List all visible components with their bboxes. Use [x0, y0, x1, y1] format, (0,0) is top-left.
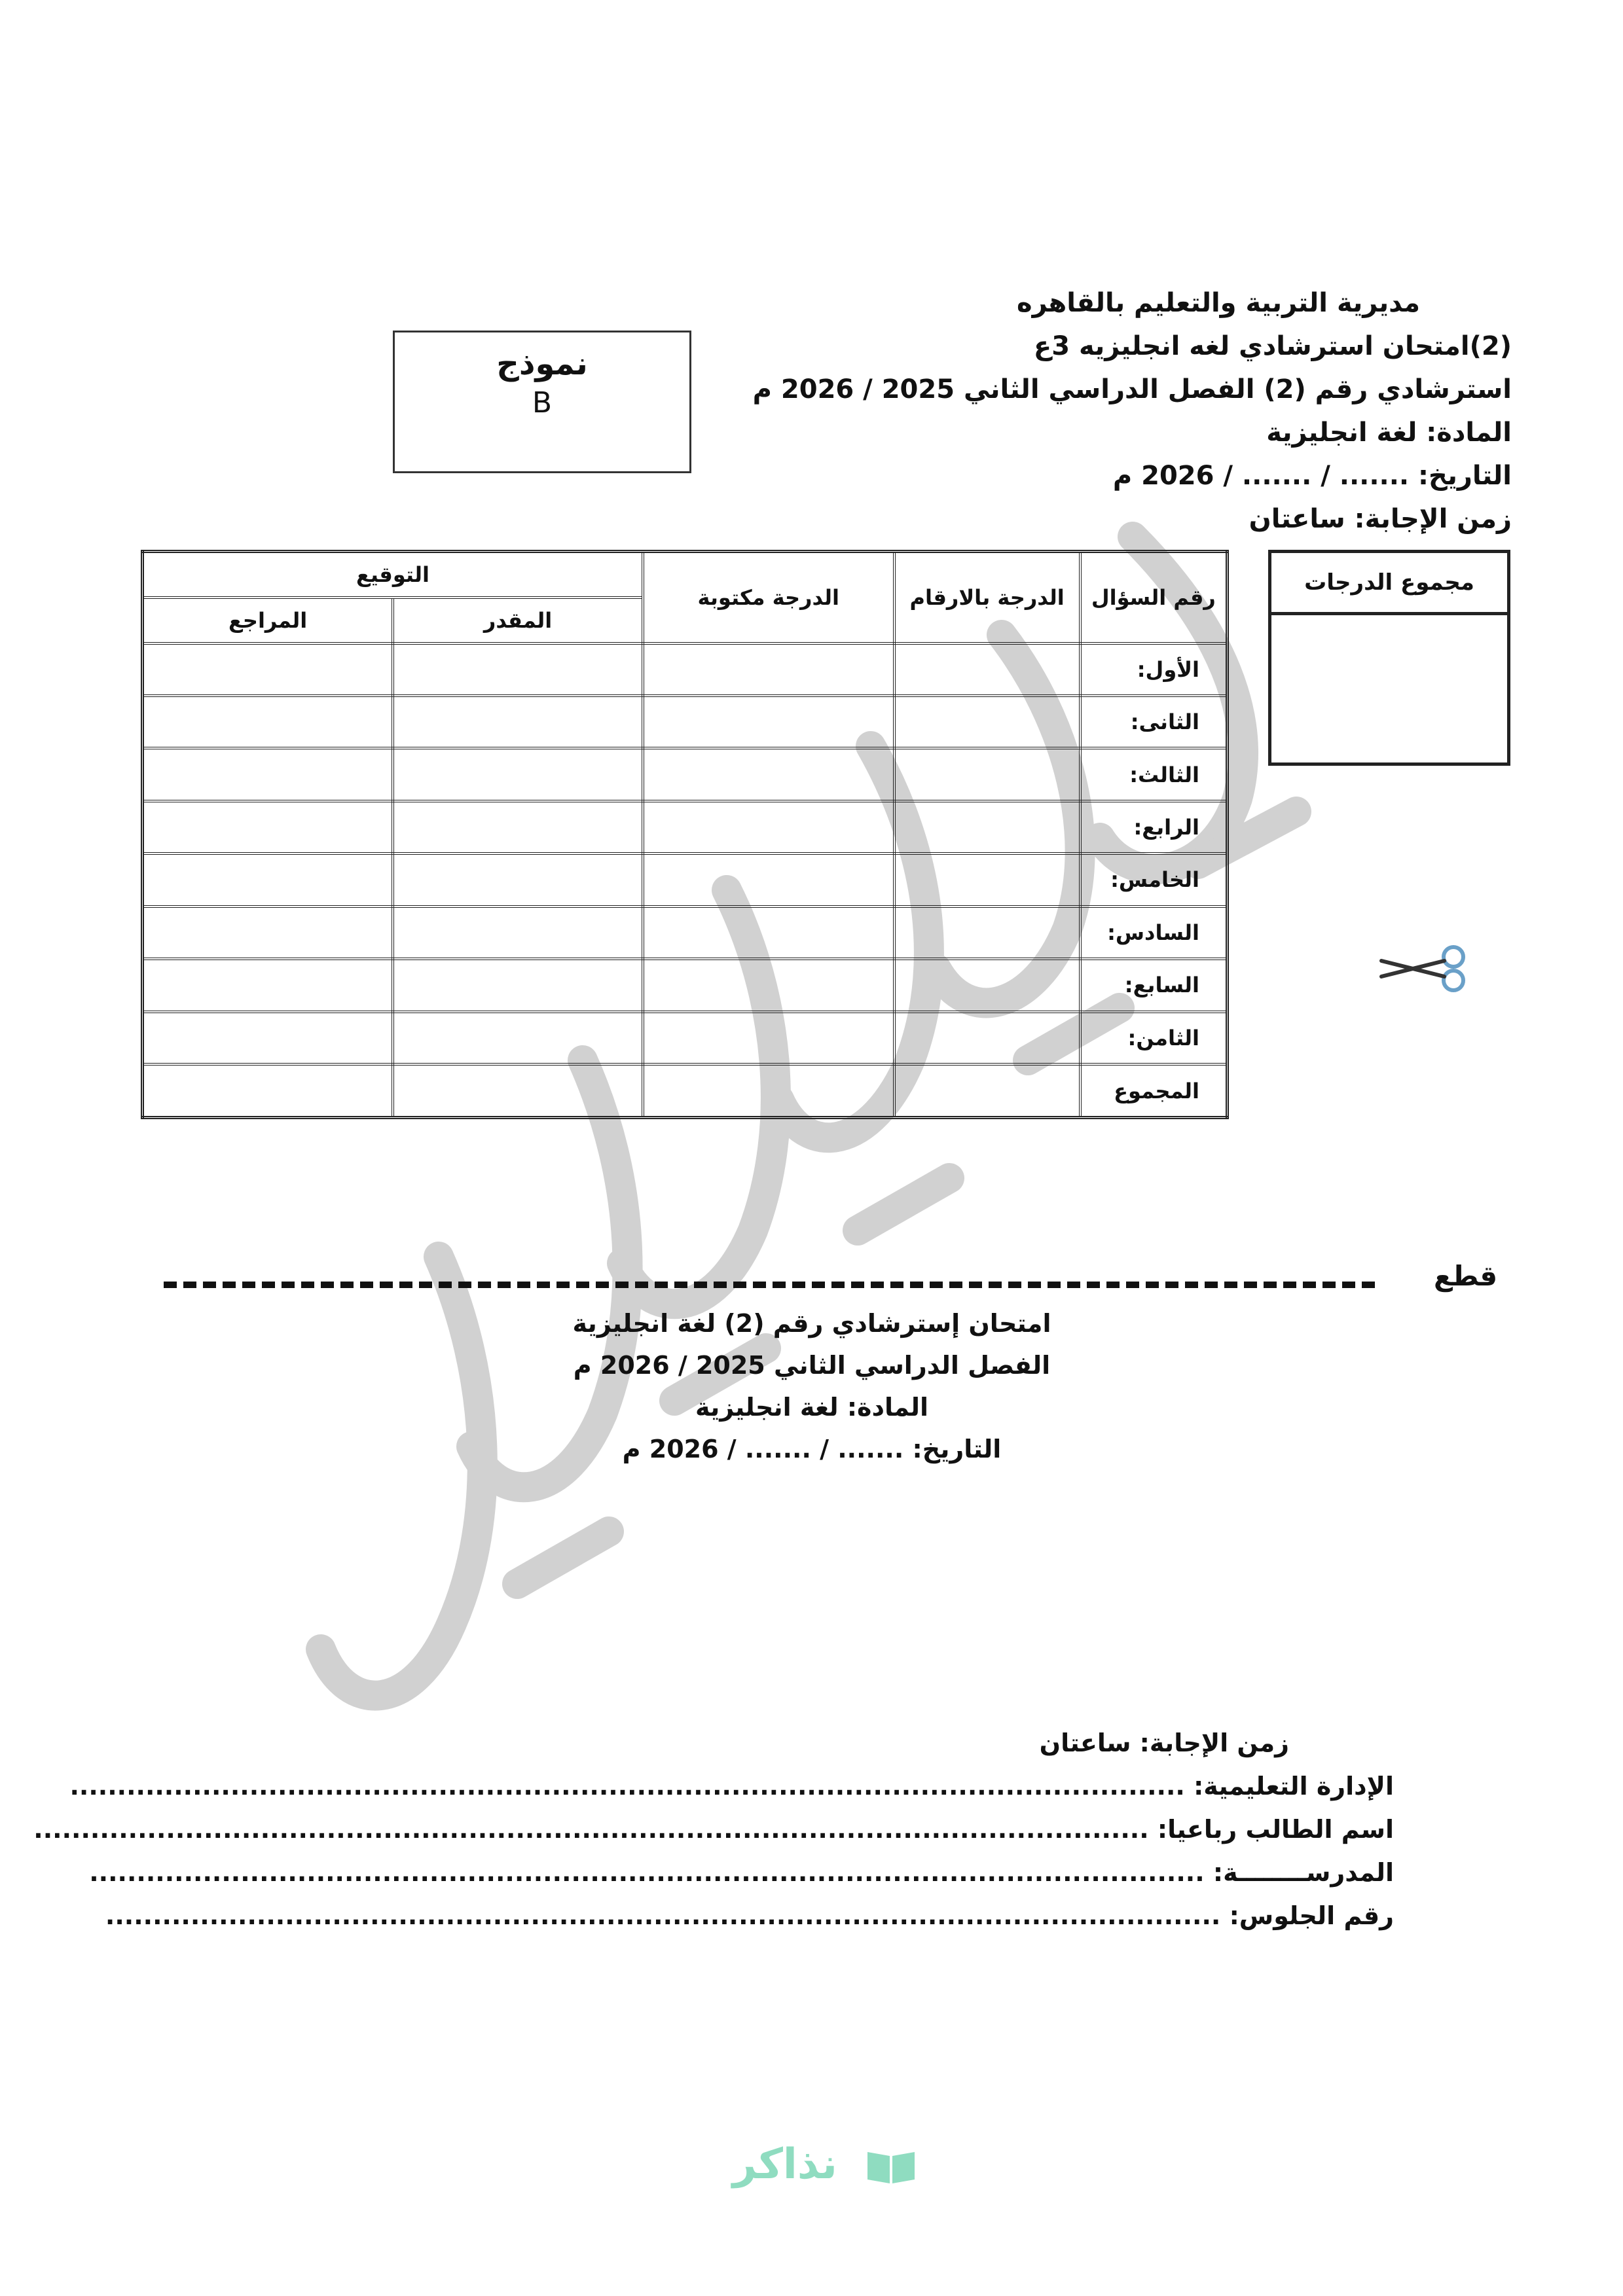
question-label: الخامس:	[1080, 853, 1228, 906]
estimator-cell[interactable]	[393, 1064, 643, 1118]
detachable-header	[563, 1302, 1061, 1470]
total-grades-box	[1268, 550, 1510, 766]
question-label: السادس:	[1080, 906, 1228, 959]
model-title: نموذج	[496, 346, 588, 382]
subject-line: المادة: لغة انجليزية	[1266, 418, 1512, 448]
estimator-cell[interactable]	[393, 748, 643, 800]
exam-title-line-2: امتحان إسترشادي رقم (2) لغة انجليزية	[572, 1309, 1051, 1338]
header-question-no: رقم السؤال	[1080, 552, 1228, 643]
cut-label: قطع	[1434, 1260, 1498, 1292]
grade-digits-cell[interactable]	[894, 906, 1080, 959]
reviewer-cell[interactable]	[143, 696, 393, 748]
question-label: الثالث:	[1080, 748, 1228, 800]
exam-header	[726, 281, 1512, 541]
grade-words-cell[interactable]	[643, 643, 894, 696]
grade-digits-cell[interactable]	[894, 1064, 1080, 1118]
student-info	[33, 1721, 1394, 1937]
subject-line-2: المادة: لغة انجليزية	[695, 1393, 929, 1422]
grade-words-cell[interactable]	[643, 696, 894, 748]
total-row-label: المجموع	[1080, 1064, 1228, 1118]
exam-title-line: (2)امتحان استرشادي لغه انجليزيه 3ع	[1033, 331, 1512, 361]
grades-table	[141, 550, 1229, 1119]
header-reviewer: المراجع	[143, 598, 393, 643]
book-icon	[865, 2147, 917, 2186]
question-label: السابع:	[1080, 959, 1228, 1011]
brand-name: نذاكر	[732, 2140, 837, 2189]
school-field[interactable]: ......................................................................................................................	[89, 1858, 1205, 1887]
header-signature: التوقيع	[143, 552, 643, 598]
estimator-cell[interactable]	[393, 801, 643, 853]
student-name-label: اسم الطالب رباعيا:	[1157, 1815, 1394, 1844]
reviewer-cell[interactable]	[143, 1064, 393, 1118]
grade-digits-cell[interactable]	[894, 748, 1080, 800]
seat-number-field[interactable]: ......................................................................................................................	[105, 1901, 1221, 1930]
model-box	[393, 331, 691, 473]
grade-digits-cell[interactable]	[894, 696, 1080, 748]
question-label: الأول:	[1080, 643, 1228, 696]
question-label: الثامن:	[1080, 1012, 1228, 1064]
grade-digits-cell[interactable]	[894, 1012, 1080, 1064]
seat-number-label: رقم الجلوس:	[1229, 1901, 1394, 1930]
grade-words-cell[interactable]	[643, 1012, 894, 1064]
grade-words-cell[interactable]	[643, 906, 894, 959]
reviewer-cell[interactable]	[143, 801, 393, 853]
semester-line-2: الفصل الدراسي الثاني 2025 / 2026 م	[573, 1351, 1051, 1380]
date-line-2: التاريخ: ....... / ....... / 2026 م	[622, 1435, 1002, 1463]
grade-digits-cell[interactable]	[894, 643, 1080, 696]
grade-words-cell[interactable]	[643, 1064, 894, 1118]
seat-row	[105, 1894, 1394, 1937]
grade-words-cell[interactable]	[643, 853, 894, 906]
model-code: B	[532, 386, 553, 420]
grade-words-cell[interactable]	[643, 748, 894, 800]
reviewer-cell[interactable]	[143, 906, 393, 959]
reviewer-cell[interactable]	[143, 853, 393, 906]
date-line: التاريخ: ....... / ....... / 2026 م	[1112, 461, 1512, 491]
estimator-cell[interactable]	[393, 1012, 643, 1064]
semester-line: استرشادي رقم (2) الفصل الدراسي الثاني 2025 / 2026 م	[752, 374, 1512, 404]
estimator-cell[interactable]	[393, 696, 643, 748]
brand-logo	[707, 2140, 943, 2206]
question-label: الرابع:	[1080, 801, 1228, 853]
header-estimator: المقدر	[393, 598, 643, 643]
school-row	[89, 1851, 1394, 1894]
grade-digits-cell[interactable]	[894, 959, 1080, 1011]
estimator-cell[interactable]	[393, 853, 643, 906]
duration-line: زمن الإجابة: ساعتان	[1249, 504, 1512, 534]
school-label: المدرســــــــة:	[1213, 1858, 1394, 1887]
grade-digits-cell[interactable]	[894, 801, 1080, 853]
reviewer-cell[interactable]	[143, 748, 393, 800]
estimator-cell[interactable]	[393, 959, 643, 1011]
duration-line-2: زمن الإجابة: ساعتان	[1039, 1729, 1289, 1757]
scissors-icon	[1375, 942, 1473, 995]
grade-words-cell[interactable]	[643, 801, 894, 853]
name-row	[33, 1808, 1394, 1851]
header-grade-digits: الدرجة بالارقام	[894, 552, 1080, 643]
grade-words-cell[interactable]	[643, 959, 894, 1011]
grade-digits-cell[interactable]	[894, 853, 1080, 906]
total-grades-title: مجموع الدرجات	[1271, 553, 1507, 615]
admin-label: الإدارة التعليمية:	[1194, 1772, 1394, 1801]
student-name-field[interactable]: ......................................................................................................................	[33, 1815, 1149, 1844]
total-grades-field[interactable]	[1271, 615, 1507, 759]
estimator-cell[interactable]	[393, 643, 643, 696]
question-label: الثانى:	[1080, 696, 1228, 748]
directorate-line: مديرية التربية والتعليم بالقاهره	[1017, 288, 1420, 318]
header-grade-words: الدرجة مكتوبة	[643, 552, 894, 643]
reviewer-cell[interactable]	[143, 1012, 393, 1064]
admin-field[interactable]: ......................................................................................................................	[69, 1772, 1185, 1801]
cut-dashed-line	[164, 1282, 1375, 1288]
estimator-cell[interactable]	[393, 906, 643, 959]
admin-row	[69, 1765, 1394, 1808]
reviewer-cell[interactable]	[143, 959, 393, 1011]
reviewer-cell[interactable]	[143, 643, 393, 696]
